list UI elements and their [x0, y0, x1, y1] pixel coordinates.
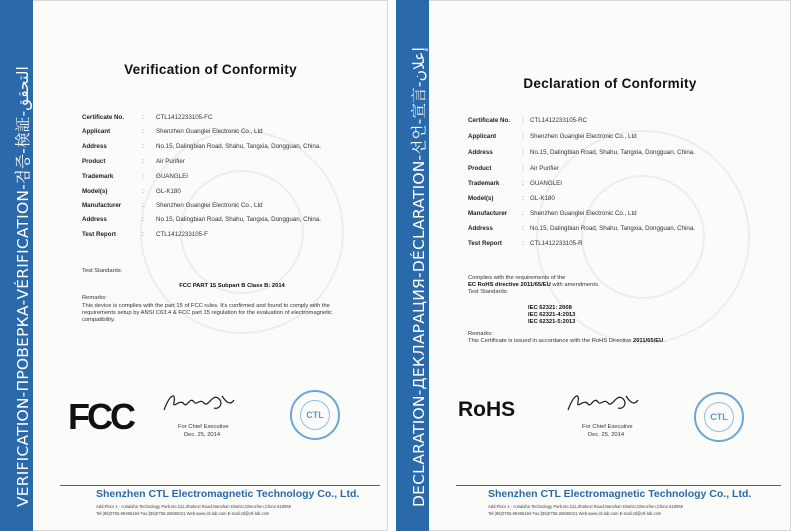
field-value: Shenzhen Guanglei Electronic Co., Ltd	[530, 133, 637, 140]
footer-address-line: Add:Floor 1 - A,Baisha Technology Park,No.311,Shahexi Road,Nanshan District,Shenzhen,China 518055	[96, 504, 291, 509]
footer-address-line: Add:Floor 1 - A,Baisha Technology Park,No.311,Shahexi Road,Nanshan District,Shenzhen,China 518055	[488, 504, 683, 509]
signer-block	[582, 423, 633, 439]
field-label: Product	[82, 158, 106, 165]
standard-item: IEC 62321-4:2013	[528, 311, 576, 318]
field-label: Trademark	[82, 173, 114, 180]
field-value: No.15, Dalingbian Road, Shahu, Tangxia, Dongguan, China.	[530, 149, 696, 156]
standard-name: FCC PART 15 Subpart B Class B: 2014	[179, 283, 285, 290]
field-value: Air Purifier	[156, 158, 185, 165]
footer-contact-line: Tel:(86)0755-89486194 Fax:(86)0755-26636041 Web:www.ctl-lab.com E-mail:ctl@ctl-lab.com	[96, 511, 270, 516]
remarks-label: Remarks:	[468, 331, 493, 338]
footer-divider	[60, 485, 380, 486]
complies-text: Complies with the requirements of the	[468, 275, 566, 281]
field-label: Address	[468, 149, 493, 156]
page-title: Declaration of Conformity	[523, 76, 697, 91]
field-label: Applicant	[468, 133, 497, 140]
ctl-stamp-label: CTL	[306, 410, 324, 420]
field-value: CTL1412233105-RC	[530, 117, 588, 124]
complies-suffix: with amendments.	[550, 282, 600, 289]
verification-certificate	[0, 0, 388, 531]
field-label: Product	[468, 165, 492, 172]
ctl-stamp-label: CTL	[710, 412, 728, 422]
signature	[160, 388, 240, 418]
field-label: Test Report	[468, 240, 502, 247]
signer-block	[178, 423, 229, 439]
remarks-line	[468, 338, 783, 345]
field-label: Address	[82, 216, 107, 223]
test-standards-section	[82, 268, 382, 324]
footer-address	[96, 503, 291, 517]
test-standards-label: Test Standards:	[468, 289, 509, 296]
field-label: Model(s)	[82, 188, 108, 195]
field-label: Model(s)	[468, 195, 494, 202]
rohs-logo: RoHS	[458, 398, 516, 421]
page-title: Verification of Conformity	[124, 62, 297, 77]
remarks-text: This Certificate is issued in accordance with the RoHS Directive	[468, 338, 633, 345]
test-standards-label: Test Standards:	[82, 268, 123, 274]
remarks-text: This device is complies with the part 15 of FCC rules. It's confirmed and found to comply with the	[82, 302, 330, 309]
fcc-logo: FCC	[68, 396, 133, 437]
signer-title: For Chief Executive	[582, 424, 633, 430]
field-value: CTL1412233105-F	[156, 231, 208, 238]
footer-divider	[456, 485, 781, 486]
directive-name: EC RoHS directive 2011/65/EU	[468, 282, 551, 289]
footer-company: Shenzhen CTL Electromagnetic Technology Co., Ltd.	[488, 488, 752, 500]
certificate-fields: Certificate No. : CTL1412233105-FC Applicant : Shenzhen Guanglei Electronic Co., Ltd Address : No.15, Dalingbian Road, Shahu, Tangxia, Dongguan, China. Product : Air Purifier Trademark : GUANGLEI Model(s) : GL-K180 Manufacturer : Shenzhen Guanglei Electronic Co., Ltd Address : No.15, Dalingbian Road, Shahu, Tangxia, Dongguan, China. Test Report : CTL1412233105-F	[82, 114, 322, 238]
remarks-end: .	[663, 338, 667, 345]
footer-contact-line: Tel:(86)0755-89486194 Fax:(86)0755-26636041 Web:www.ctl-lab.com E-mail:ctl@ctl-lab.com	[488, 511, 662, 516]
signature-date: Dec. 25, 2014	[588, 432, 625, 438]
sidebar-band	[0, 0, 33, 531]
field-label: Manufacturer	[82, 202, 122, 209]
certificate-fields: Certificate No. : CTL1412233105-RC Applicant : Shenzhen Guanglei Electronic Co., Ltd Address : No.15, Dalingbian Road, Shahu, Tangxia, Dongguan, China. Product : Air Purifier Trademark : GUANGLEI Model(s) : GL-K180 Manufacturer : Shenzhen Guanglei Electronic Co., Ltd Address : No.15, Dalingbian Road, Shahu, Tangxia, Dongguan, China. Test Report : CTL1412233105-R	[468, 117, 696, 247]
field-value: Shenzhen Guanglei Electronic Co., Ltd	[156, 202, 263, 209]
signature	[564, 388, 644, 418]
field-value: GUANGLEI	[530, 180, 562, 187]
field-value: CTL1412233105-FC	[156, 114, 213, 121]
footer-company: Shenzhen CTL Electromagnetic Technology Co., Ltd.	[96, 488, 360, 500]
field-value: CTL1412233105-R	[530, 240, 583, 247]
signer-title: For Chief Executive	[178, 424, 229, 430]
footer-address	[488, 503, 683, 517]
remarks-text: compatibility.	[82, 317, 116, 324]
field-value: Air Purifier	[530, 165, 559, 172]
standard-item: IEC 62321: 2008	[528, 304, 572, 311]
signature-date: Dec. 25, 2014	[184, 432, 221, 438]
field-label: Test Report	[82, 231, 116, 238]
standard-item: IEC 62321-5:2013	[528, 319, 576, 326]
field-value: GUANGLEI	[156, 173, 188, 180]
field-value: Shenzhen Guanglei Electronic Co., Ltd	[530, 210, 637, 217]
sidebar-band	[396, 0, 429, 531]
field-label: Manufacturer	[468, 210, 508, 217]
field-label: Trademark	[468, 180, 500, 187]
field-value: No.15, Dalingbian Road, Shahu, Tangxia, Dongguan, China.	[156, 143, 322, 150]
remarks-text: requirements setup by ANSI C63.4 & FCC part 15 regulation for the evaluation of electromagnetic	[82, 309, 333, 316]
sidebar-text: DECLARATION-ДЕКЛАРАЦИЯ-DÉCLARATION-선언-宣言-إعلان	[410, 47, 428, 507]
sidebar-text: VERIFICATION-ПРОВЕРКА-VÉRIFICATION-검증-検証-التحقق	[14, 66, 32, 507]
ctl-stamp	[290, 390, 340, 440]
field-label: Certificate No.	[468, 117, 510, 124]
declaration-certificate	[396, 0, 791, 531]
complies-directive-line	[468, 282, 783, 289]
ctl-stamp	[694, 392, 744, 442]
compliance-section	[468, 275, 783, 346]
field-label: Address	[82, 143, 107, 150]
field-value: GL-K180	[156, 188, 181, 195]
field-label: Address	[468, 225, 493, 232]
field-value: No.15, Dalingbian Road, Shahu, Tangxia, Dongguan, China.	[530, 225, 696, 232]
field-value: GL-K180	[530, 195, 555, 202]
field-label: Certificate No.	[82, 114, 124, 121]
field-label: Applicant	[82, 128, 111, 135]
field-value: Shenzhen Guanglei Electronic Co., Ltd	[156, 128, 263, 135]
remarks-label: Remarks:	[82, 295, 107, 302]
remarks-directive: 2011/65/EU	[632, 338, 664, 345]
field-value: No.15, Dalingbian Road, Shahu, Tangxia, Dongguan, China.	[156, 216, 322, 223]
